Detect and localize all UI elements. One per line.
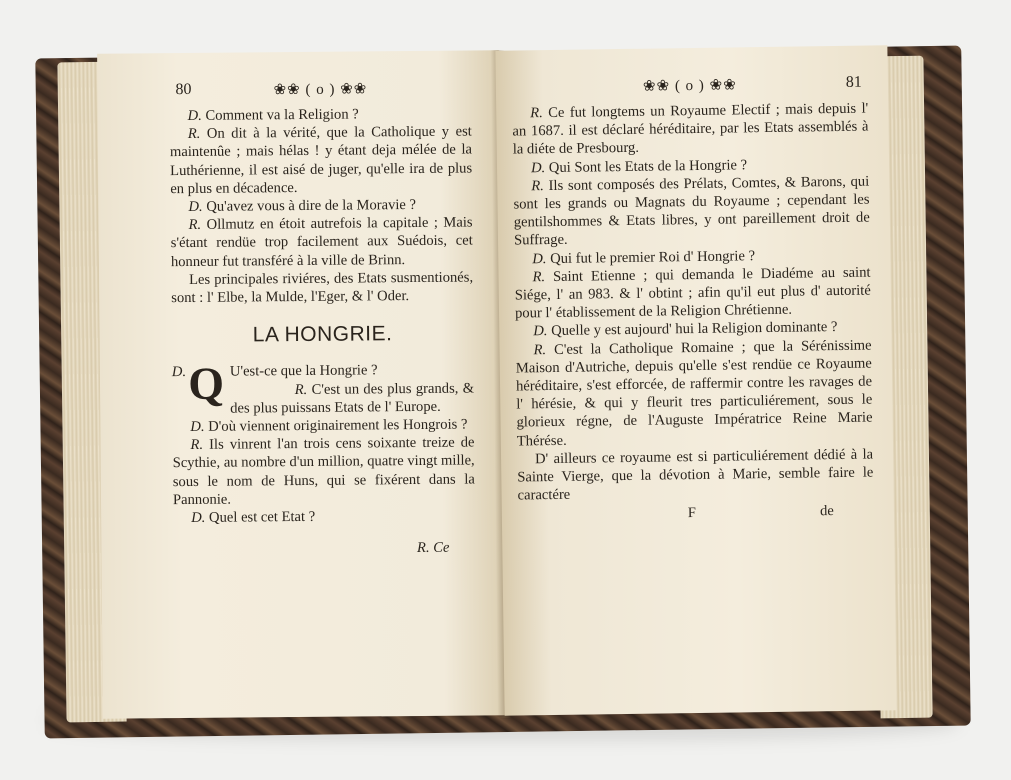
speaker: R. (532, 268, 546, 286)
speaker: R. (533, 341, 547, 358)
left-head-ornament: ❀❀ ( o ) ❀❀ (273, 81, 368, 99)
right-head-ornament: ❀❀ ( o ) ❀❀ (642, 77, 737, 95)
left-page-number: 80 (175, 80, 192, 99)
right-footer-line (518, 502, 874, 527)
paragraph (170, 123, 473, 198)
paragraph-text: Saint Etienne ; qui demanda le Diadéme au saint Siége, l' an 983. & l' obtint ; afin qu'il eut plus d' autorité pour l' établissement de la Religion Chrétienne. (514, 264, 871, 322)
paragraph-text: Quelle y est aujourd' hui la Religion dominante ? (551, 319, 838, 340)
paragraph-text: Comment va la Religion ? (205, 106, 359, 124)
paragraph (172, 434, 475, 509)
paragraph (171, 214, 473, 271)
drop-cap: Q (187, 358, 225, 410)
left-running-head (169, 79, 471, 108)
paragraph-text: On dit à la vérité, que la Catholique y est maintenûe ; mais hélas ! y étant deja mélée de la Luthérienne, il est aisé de juger, qu'elle ira de plus en plus en décadence. (169, 123, 473, 197)
paragraph-text: Qu'avez vous à dire de la Moravie ? (206, 197, 417, 215)
paragraph (514, 263, 871, 323)
right-page-number: 81 (845, 73, 862, 91)
paragraph-text: C'est un des plus grands, & des plus puissans Etats de l' Europe. (230, 380, 475, 417)
paragraph-text: Ils vinrent l'an trois cens soixante treize de Scythie, au nombre d'un million, quatre vingt mille, sous le nom de Huns, qui se fixérent dans la Pannonie. (172, 434, 475, 508)
speaker: D. (532, 250, 547, 267)
paragraph-text: U'est-ce que la Hongrie ? (229, 362, 378, 381)
right-running-head (512, 74, 868, 105)
paragraph (513, 172, 870, 250)
speaker: D. (530, 159, 546, 176)
paragraph-text: Ce fut longtems un Royaume Electif ; mais depuis l' an 1687. il est déclaré héréditaire, par les Etats assemblés à la diéte de Presbourg. (512, 100, 869, 158)
section-heading: LA HONGRIE. (252, 322, 393, 347)
left-page-text (170, 105, 476, 560)
right-page-text (512, 100, 874, 527)
speaker: R. (187, 126, 201, 143)
paragraph (173, 507, 475, 528)
paragraph (512, 100, 869, 160)
paragraph (517, 445, 874, 505)
left-catchword: R. Ce (416, 539, 450, 557)
paragraph-text: Ollmutz en étoit autrefois la capitale ; Mais s'étant rendüe trop facilement aux Suédois, cet honneur fut transféré à la ville de Brinn. (170, 214, 473, 270)
speaker: R. (188, 217, 202, 234)
speaker: R. (190, 437, 204, 454)
paragraph-text: C'est la Catholique Romaine ; que la Sérénissime Maison d'Autriche, depuis qu'elle s'est rendüe ce Royaume héréditaire, s'est efforcée, de raffermir contre les ravages de l' hérésie, & qui y fleurit tres particuliérement, sous le glorieux régne, de l'Auguste Impératrice Reine Marie Thérése. (515, 337, 873, 450)
speaker: R. (294, 381, 308, 398)
paragraph (171, 268, 473, 307)
speaker: D. (191, 509, 206, 527)
speaker: D. (533, 323, 548, 340)
paragraph-text: D'où viennent originairement les Hongrois ? (208, 416, 468, 435)
paragraph-text: Les principales riviéres, des Etats susmentionés, sont : l' Elbe, la Mulde, l'Eger, & l' Oder. (171, 269, 474, 307)
speaker: D. (190, 418, 205, 436)
signature-mark: F (687, 505, 697, 522)
speaker: D. (188, 198, 203, 215)
speaker: R. (531, 177, 544, 195)
paragraph (171, 358, 475, 418)
left-page (97, 50, 505, 718)
paragraph-text: D' ailleurs ce royaume est si particuliérement dédié à la Sainte Vierge, que la dévotion à Marie, semble faire le caractére (517, 446, 874, 504)
paragraph-text: Ils sont composés des Prélats, Comtes, & Barons, qui sont les grands ou Magnats du Royaume ; cependant les gentilshommes & Etats libres, y ont pareillement droit de Suffrage. (513, 173, 870, 249)
paragraph-text: Quel est cet Etat ? (208, 508, 316, 526)
paragraph-text: Qui Sont les Etats de la Hongrie ? (548, 156, 748, 176)
right-catchword: de (819, 503, 834, 520)
right-page (495, 45, 896, 715)
speaker: D. (171, 364, 187, 381)
speaker: R. (530, 105, 543, 122)
speaker: D. (187, 107, 202, 124)
paragraph (515, 336, 872, 450)
paragraph-text: Qui fut le premier Roi d' Hongrie ? (550, 247, 756, 267)
